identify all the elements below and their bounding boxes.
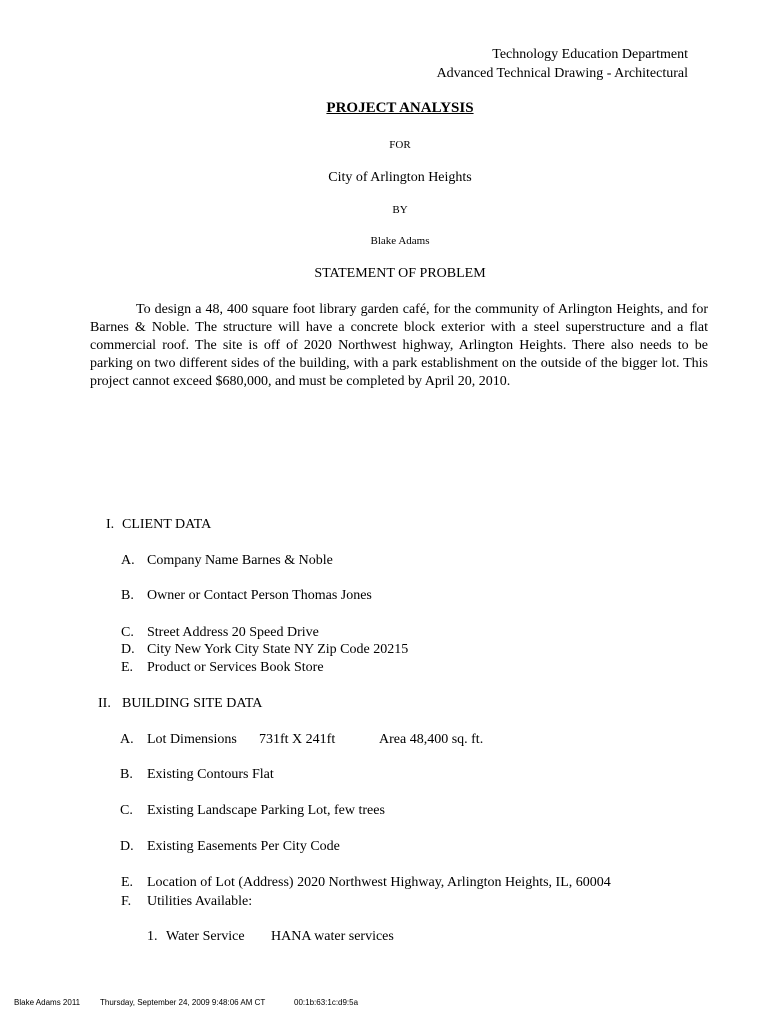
water-service-value: HANA water services — [271, 929, 394, 944]
utility-number: 1. — [147, 929, 158, 944]
item-letter: B. — [121, 588, 134, 603]
lot-dimensions-label: Lot Dimensions — [147, 732, 237, 747]
city-state-zip-item: City New York City State NY Zip Code 20215 — [147, 642, 409, 657]
lot-dimensions-value: 731ft X 241ft — [259, 732, 336, 747]
item-letter: F. — [121, 894, 132, 909]
item-letter: A. — [121, 553, 135, 568]
utilities-item: Utilities Available: — [147, 894, 253, 909]
contact-person-item: Owner or Contact Person Thomas Jones — [147, 588, 372, 603]
section-number: I. — [106, 517, 115, 532]
street-address-item: Street Address 20 Speed Drive — [147, 625, 319, 640]
product-services-item: Product or Services Book Store — [147, 660, 324, 675]
page-title: PROJECT ANALYSIS — [326, 100, 474, 116]
item-letter: E. — [121, 660, 134, 675]
lot-area-value: Area 48,400 sq. ft. — [379, 732, 484, 747]
landscape-item: Existing Landscape Parking Lot, few trees — [147, 803, 385, 818]
for-label: FOR — [389, 139, 411, 151]
item-letter: C. — [121, 625, 134, 640]
item-letter: D. — [120, 839, 134, 854]
item-letter: D. — [121, 642, 135, 657]
item-letter: C. — [120, 803, 133, 818]
statement-heading: STATEMENT OF PROBLEM — [314, 266, 486, 281]
item-letter: A. — [120, 732, 134, 747]
section-number: II. — [98, 696, 111, 711]
client-name: City of Arlington Heights — [328, 170, 472, 185]
statement-body — [90, 301, 708, 391]
author-name: Blake Adams — [370, 235, 430, 247]
course-line: Advanced Technical Drawing - Architectural — [436, 66, 688, 81]
department-line: Technology Education Department — [492, 47, 688, 62]
by-label: BY — [392, 204, 408, 216]
footer-author: Blake Adams 2011 — [14, 998, 81, 1007]
lot-location-item: Location of Lot (Address) 2020 Northwest Highway, Arlington Heights, IL, 60004 — [147, 875, 611, 890]
item-letter: E. — [121, 875, 134, 890]
contours-item: Existing Contours Flat — [147, 767, 274, 782]
company-name-item: Company Name Barnes & Noble — [147, 553, 333, 568]
section-heading-client-data: CLIENT DATA — [122, 517, 212, 532]
statement-text: To design a 48, 400 square foot library garden café, for the community of Arlington Heights, and for Barnes & Noble. The structure will have a concrete block exterior with a steel superstructure and a flat commercial roof. The site is off of 2020 Northwest highway, Arlington Heights. There also needs to be parking on two different sides of the building, with a park establishment on the outside of the bigger lot. This project cannot exceed $680,000, and must be completed by April 20, 2010. — [90, 302, 708, 389]
footer-timestamp: Thursday, September 24, 2009 9:48:06 AM CT — [100, 998, 266, 1007]
footer-code: 00:1b:63:1c:d9:5a — [294, 998, 359, 1007]
section-heading-site-data: BUILDING SITE DATA — [122, 696, 263, 711]
item-letter: B. — [120, 767, 133, 782]
easements-item: Existing Easements Per City Code — [147, 839, 340, 854]
water-service-label: Water Service — [166, 929, 245, 944]
